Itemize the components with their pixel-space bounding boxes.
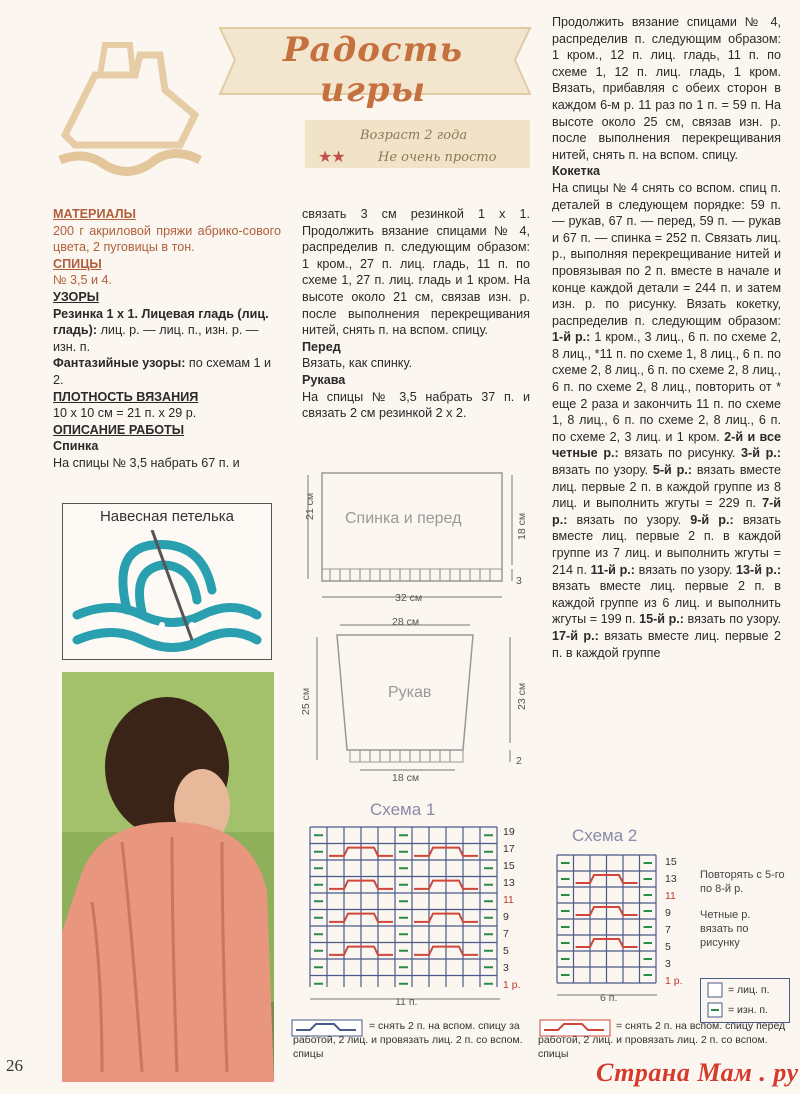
difficulty-stars: ★★ [318, 149, 345, 166]
schema2-note-even: Четные р. вязать по рисунку [700, 909, 751, 949]
schema1-row-numbers [503, 826, 533, 1001]
child-photo [62, 672, 274, 1082]
density-text: 10 х 10 см = 21 п. х 29 р. [53, 406, 197, 421]
patterns-heading: УЗОРЫ [53, 289, 100, 304]
middle-text: связать 3 см резинкой 1 х 1. Продолжить вязание спицами № 4, распределив п. следующим образом: 1 кром., 27 п. лиц. гладь, 11 п. по схеме 1, 27 п. лиц. гладь и 1 кром. На высоте около 21 см, связав изн. р. после выполнения перекрещивания нитей, снять п. на вспом. спицу. [302, 207, 530, 338]
row-label: 19 [503, 826, 515, 838]
description-heading: ОПИСАНИЕ РАБОТЫ [53, 422, 185, 437]
yoke-text: На спицы № 4 снять со вспом. спиц п. деталей в следующем порядке: 59 п. — рукав, 67 п. — перед, 59 п. — рукав и 67 п. — спинка = 252 п. Связать лиц. р., выполняя перекрещивание нитей и провязывая по 2 п. вместе в начале и конце каждой детали = 244 п. и затем изн. р. по рисунку. Вязать кокетку, распределив п. следующим образом: 1-й р.: 1 кром., 3 лиц., 6 п. по схеме 2, 8 лиц., *11 п. по схеме 1, 8 лиц., 6 п. по схеме 2, 8 лиц., 6 п. по схеме 2, 8 лиц., 6 п. по схеме 2, 8 лиц., повторить от * еще 2 раза и закончить 11 п. по схеме 1, 8 лиц., 6 п. по схеме 2, 8 лиц., 6 п. по схеме 2, 3 лиц. и 1 кром. 2-й и все четные р.: вязать по рисунку. 3-й р.: вязать по узору. 5-й р.: вязать вместе лиц. первые 2 п. в каждой группе из 8 лиц. и выполнить жгуты = 229 п. 7-й р.: вязать по узору. 9-й р.: вязать вместе лиц. первые 2 п. в каждой группе из 7 лиц. и выполнить жгуты = 214 п. 11-й р.: вязать по узору. 13-й р.: вязать вместе лиц. первые 2 п. в каждой группе из 6 лиц. и выполнить жгуты = 199 п. 15-й р.: вязать по узору. 17-й р.: вязать вместе лиц. первые 2 п. в каждой группе [552, 180, 782, 660]
front-heading: Перед [302, 339, 341, 354]
dim-18: 18 см [516, 512, 528, 540]
row-label: 9 [665, 907, 671, 919]
page-title: Радость игры [282, 30, 464, 110]
row-label: 17 [503, 843, 515, 855]
schema2-grid [552, 850, 662, 985]
row-label: 15 [503, 860, 515, 872]
row-label: 1 р. [665, 975, 683, 987]
row-label: 15 [665, 856, 677, 868]
row-label: 3 [665, 958, 671, 970]
schema2-title: Схема 2 [572, 826, 638, 845]
row-label: 7 [665, 924, 671, 936]
materials-heading: МАТЕРИАЛЫ [53, 207, 136, 221]
front-back-label: Спинка и перед [345, 510, 462, 527]
sleeve-label: Рукав [388, 684, 432, 701]
row-label: 13 [665, 873, 677, 885]
fancy-description: Фантазийные узоры: по схемам 1 и 2. [53, 356, 272, 387]
schema2-note-repeat: Повторять с 5-го по 8-й р. [700, 869, 785, 895]
dim-18b: 18 см [392, 772, 420, 784]
row-label: 5 [665, 941, 671, 953]
schema1-grid [305, 822, 500, 987]
row-label: 13 [503, 877, 515, 889]
legend-cable-front: = снять 2 п. на вспом. спицу перед работой, 2 лиц. и провязать лиц. 2 п. со вспом. спицы [538, 1020, 786, 1060]
needles-heading: СПИЦЫ [53, 256, 102, 271]
boat-icon [55, 35, 205, 185]
rib-description: Резинка 1 х 1. Лицевая гладь (лиц. гладь): лиц. р. — лиц. п., изн. р. —изн. п. [53, 306, 269, 354]
front-text: Вязать, как спинку. [302, 356, 412, 371]
back-heading: Спинка [53, 439, 99, 454]
sleeve-heading: Рукава [302, 372, 346, 387]
dim-21: 21 см [304, 492, 316, 520]
schema2-width: 6 п. [600, 992, 618, 1004]
row-label: 1 р. [503, 979, 521, 991]
needles-text: № 3,5 и 4. [53, 273, 113, 288]
row-label: 11 [665, 890, 676, 902]
watermark: Страна Мам . ру [596, 1058, 799, 1087]
row-label: 3 [503, 962, 509, 974]
row-label: 5 [503, 945, 509, 957]
schema1-width: 11 п. [395, 996, 418, 1008]
page-number: 26 [6, 1056, 23, 1075]
row-label: 11 [503, 894, 514, 906]
age-label: Возраст 2 года Не очень просто [360, 128, 497, 165]
sleeve-text: На спицы № 3,5 набрать 37 п. и связать 2 см резинкой 2 х 2. [302, 389, 530, 421]
dim-2: 2 [516, 755, 522, 767]
legend-purl: = изн. п. [728, 1004, 768, 1016]
schema1-title: Схема 1 [370, 800, 436, 819]
legend-cable-back: = снять 2 п. на вспом. спицу за работой, 2 лиц. и провязать лиц. 2 п. со вспом. спицы [293, 1020, 523, 1060]
dim-3: 3 [516, 575, 522, 587]
dim-25: 25 см [300, 687, 312, 715]
dim-28: 28 см [392, 616, 420, 628]
dim-32: 32 см [395, 592, 423, 604]
row-label: 9 [503, 911, 509, 923]
materials-text: 200 г акриловой пряжи абрико-сового цвета, 2 пуговицы в тон. [53, 223, 281, 255]
stitch-diagram-title: Навесная петелька [99, 508, 235, 525]
schema1-width-line [305, 994, 505, 1004]
schema2-row-numbers [665, 856, 695, 996]
legend-knit: = лиц. п. [728, 984, 770, 996]
dim-23: 23 см [516, 682, 528, 710]
back-text: На спицы № 3,5 набрать 67 п. и [53, 455, 240, 470]
density-heading: ПЛОТНОСТЬ ВЯЗАНИЯ [53, 389, 199, 404]
schema2-width-line [552, 990, 662, 1000]
yoke-heading: Кокетка [552, 164, 600, 179]
loop-stitch-illustration [72, 530, 262, 655]
row-label: 7 [503, 928, 509, 940]
right-text: Продолжить вязание спицами № 4, распределив п. следующим образом: 1 кром., 12 п. лиц. гладь, 11 п. по схеме 1, 12 п. лиц. гладь, 1 кром. Вязать, прибавляя с обеих сторон в каждом 6-м р. 11 раз по 1 п. = 59 п. На высоте около 25 см, связав изн. р. после выполнения перекрещивания нитей, снять п. на вспом. спицу. [552, 15, 781, 162]
